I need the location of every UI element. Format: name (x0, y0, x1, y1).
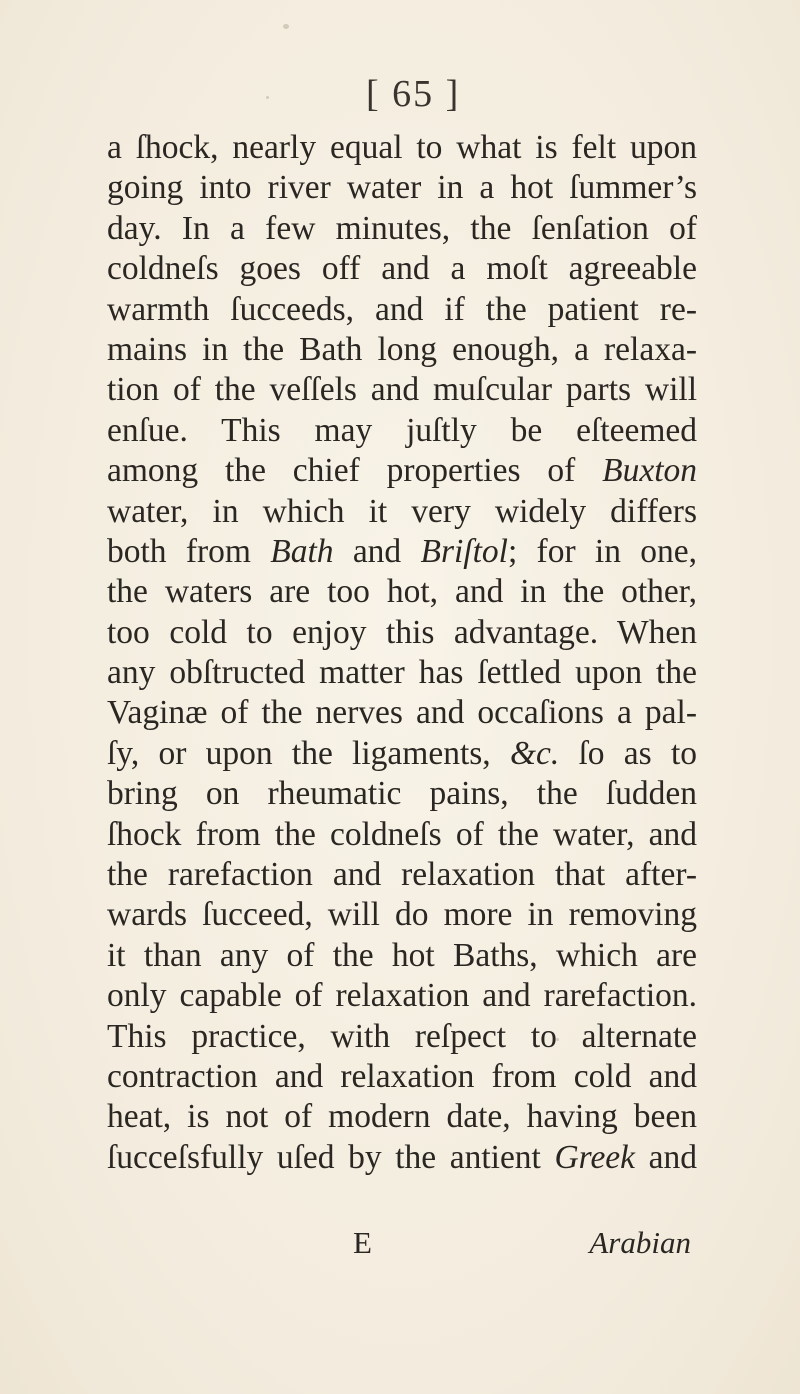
text-line (107, 492, 697, 532)
text-run: ſucceſsfully uſed by the antient (107, 1138, 555, 1176)
text-line (107, 168, 697, 208)
text-line (107, 1138, 697, 1178)
text-run: warmth ſucceeds, and if the patient re- (107, 290, 697, 328)
text-line (107, 653, 697, 693)
italic-text-run: Bath (270, 532, 334, 570)
text-run: coldneſs goes off and a moſt agreeable (107, 250, 697, 288)
text-line (107, 855, 697, 895)
catchline (107, 1225, 697, 1267)
text-line (107, 249, 697, 289)
text-line (107, 976, 697, 1016)
text-run: ; for in one, (507, 532, 697, 570)
text-run: heat, is not of modern date, having been (107, 1098, 697, 1136)
text-run: This practice, with reſpect to alternate (107, 1017, 697, 1055)
text-run: it than any of the hot Baths, which are (107, 936, 697, 974)
text-line (107, 290, 697, 330)
text-run: tion of the veſſels and muſcular parts will (107, 371, 697, 409)
italic-text-run: &c. (509, 734, 560, 772)
text-run: wards ſucceed, will do more in removing (107, 896, 697, 934)
catchword: Arabian (589, 1225, 691, 1260)
text-line (107, 693, 697, 733)
text-run: Vaginæ of the nerves and occaſions a pal- (107, 694, 697, 732)
text-run: among the chief properties of (107, 452, 603, 490)
text-line (107, 532, 697, 572)
text-run: only capable of relaxation and rarefaction. (107, 977, 697, 1015)
text-line (107, 1097, 697, 1137)
text-line (107, 451, 697, 491)
italic-text-run: Greek (554, 1138, 636, 1176)
text-run: the waters are too hot, and in the other, (107, 573, 697, 611)
italic-text-run: Buxton (602, 452, 697, 490)
text-run: too cold to enjoy this advantage. When (107, 613, 697, 651)
text-run: ſo as to (559, 734, 697, 772)
text-line (107, 815, 697, 855)
text-line (107, 734, 697, 774)
text-line (107, 572, 697, 612)
body-text (107, 128, 697, 1178)
text-run: and (635, 1138, 697, 1176)
text-run: going into river water in a hot ſummer’s (107, 169, 697, 207)
text-run: enſue. This may juſtly be eſteemed (107, 411, 697, 449)
text-line (107, 936, 697, 976)
signature-mark: E (353, 1225, 372, 1260)
text-run: both from (107, 532, 271, 570)
text-run: contraction and relaxation from cold and (107, 1057, 697, 1095)
text-line (107, 1017, 697, 1057)
page-number: [ 65 ] (366, 73, 461, 115)
text-line (107, 209, 697, 249)
paper-speck (266, 96, 269, 99)
text-line (107, 1057, 697, 1097)
text-run: the rarefaction and relaxation that after- (107, 856, 697, 894)
text-run: ſy, or upon the ligaments, (107, 734, 510, 772)
paper-speck (283, 24, 289, 29)
text-run: day. In a few minutes, the ſenſation of (107, 209, 697, 247)
text-line (107, 774, 697, 814)
text-run: any obſtructed matter has ſettled upon the (107, 654, 697, 692)
text-run: ſhock from the coldneſs of the water, and (107, 815, 697, 853)
text-run: a ſhock, nearly equal to what is felt upon (107, 129, 697, 166)
text-run: mains in the Bath long enough, a relaxa- (107, 330, 697, 368)
text-run: and (333, 532, 421, 570)
text-line (107, 411, 697, 451)
text-line (107, 613, 697, 653)
text-line (107, 128, 697, 168)
text-line (107, 895, 697, 935)
italic-text-run: Briſtol (420, 532, 508, 570)
text-line (107, 370, 697, 410)
text-run: bring on rheumatic pains, the ſudden (107, 775, 697, 813)
text-line (107, 330, 697, 370)
text-run: water, in which it very widely differs (107, 492, 697, 530)
